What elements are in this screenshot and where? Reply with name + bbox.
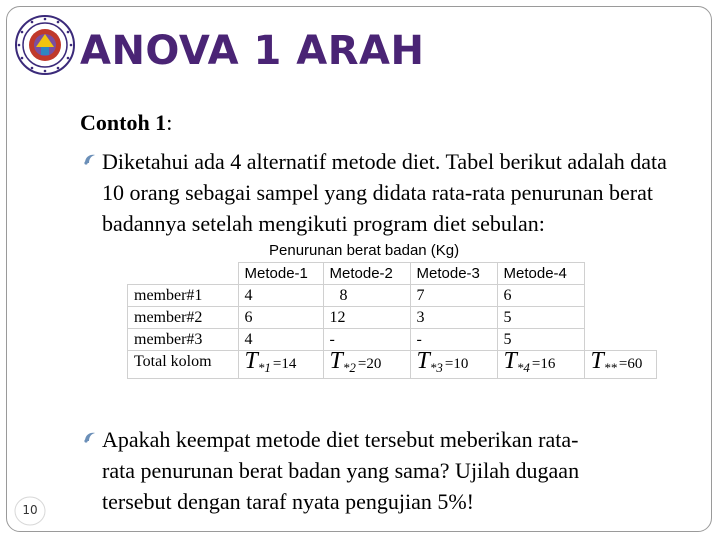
slide-number: 10 (22, 503, 38, 517)
total-cell (497, 348, 584, 379)
paragraph-2-line-3: tersebut dengan taraf nyata pengujian 5%! (102, 489, 475, 514)
bullet-paragraph-2 (82, 424, 682, 517)
table-row (128, 307, 657, 329)
table-corner-cell (128, 263, 239, 285)
table-cell: 6 (238, 307, 323, 329)
slide-title: ANOVA 1 ARAH (80, 28, 425, 74)
table-cell: 12 (323, 307, 410, 329)
table-cell: 6 (497, 285, 584, 307)
table-cell: 5 (497, 307, 584, 329)
total-cell (323, 348, 410, 379)
total-subscript: *3 (429, 360, 443, 375)
bullet-swirl-icon (82, 151, 98, 167)
paragraph-2-line-1: Apakah keempat metode diet tersebut meberikan rata- (102, 427, 579, 452)
row-label: member#2 (128, 307, 239, 329)
total-value: =20 (357, 356, 382, 372)
table-cell: 4 (238, 329, 323, 351)
table-header-cell: Metode-3 (410, 263, 497, 285)
total-symbol: T (329, 348, 343, 374)
example-heading (80, 108, 172, 138)
total-subscript: *2 (342, 360, 356, 375)
diet-data-table-figure (127, 240, 665, 380)
university-logo-icon (14, 14, 76, 76)
table-row (128, 329, 657, 351)
table-row (128, 285, 657, 307)
table-header-cell: Metode-4 (497, 263, 584, 285)
row-label: member#3 (128, 329, 239, 351)
total-value: =60 (618, 356, 643, 372)
table-empty-cell (584, 285, 657, 307)
total-cell (584, 348, 657, 379)
row-label: member#1 (128, 285, 239, 307)
table-cell: - (323, 329, 410, 351)
table-cell: - (410, 329, 497, 351)
example-heading-colon: : (166, 110, 173, 135)
total-cell (410, 348, 497, 379)
total-cell (238, 348, 323, 379)
bullet-paragraph-1 (82, 146, 682, 239)
table-cell: 5 (497, 329, 584, 351)
total-symbol: T (244, 348, 258, 374)
total-symbol: T (590, 348, 604, 374)
total-subscript: *4 (516, 360, 530, 375)
total-value: =14 (272, 356, 297, 372)
table-header-cell: Metode-1 (238, 263, 323, 285)
table-empty-cell (584, 263, 657, 285)
total-symbol: T (503, 348, 517, 374)
table-empty-cell (584, 307, 657, 329)
total-value: =10 (444, 356, 469, 372)
example-heading-label: Contoh 1 (80, 110, 167, 135)
table-header-cell: Metode-2 (323, 263, 410, 285)
diet-data-table (127, 262, 657, 379)
total-subscript: ** (603, 360, 617, 375)
paragraph-2-line-2: rata penurunan berat badan yang sama? Ujilah dugaan (102, 458, 580, 483)
table-cell: 3 (410, 307, 497, 329)
table-cell: 8 (323, 285, 410, 307)
paragraph-1-text: Diketahui ada 4 alternatif metode diet. Tabel berikut adalah data 10 orang sebagai sampel yang didata rata-rata penurunan berat badannya setelah mengikuti program diet sebulan: (102, 149, 667, 236)
table-caption: Penurunan berat badan (Kg) (237, 240, 577, 262)
bullet-swirl-icon (82, 429, 98, 445)
table-header-row (128, 263, 657, 285)
table-total-row (128, 351, 657, 379)
total-symbol: T (416, 348, 430, 374)
row-label: Total kolom (128, 351, 239, 379)
total-value: =16 (531, 356, 556, 372)
total-subscript: *1 (257, 360, 271, 375)
table-cell: 7 (410, 285, 497, 307)
table-cell: 4 (238, 285, 323, 307)
